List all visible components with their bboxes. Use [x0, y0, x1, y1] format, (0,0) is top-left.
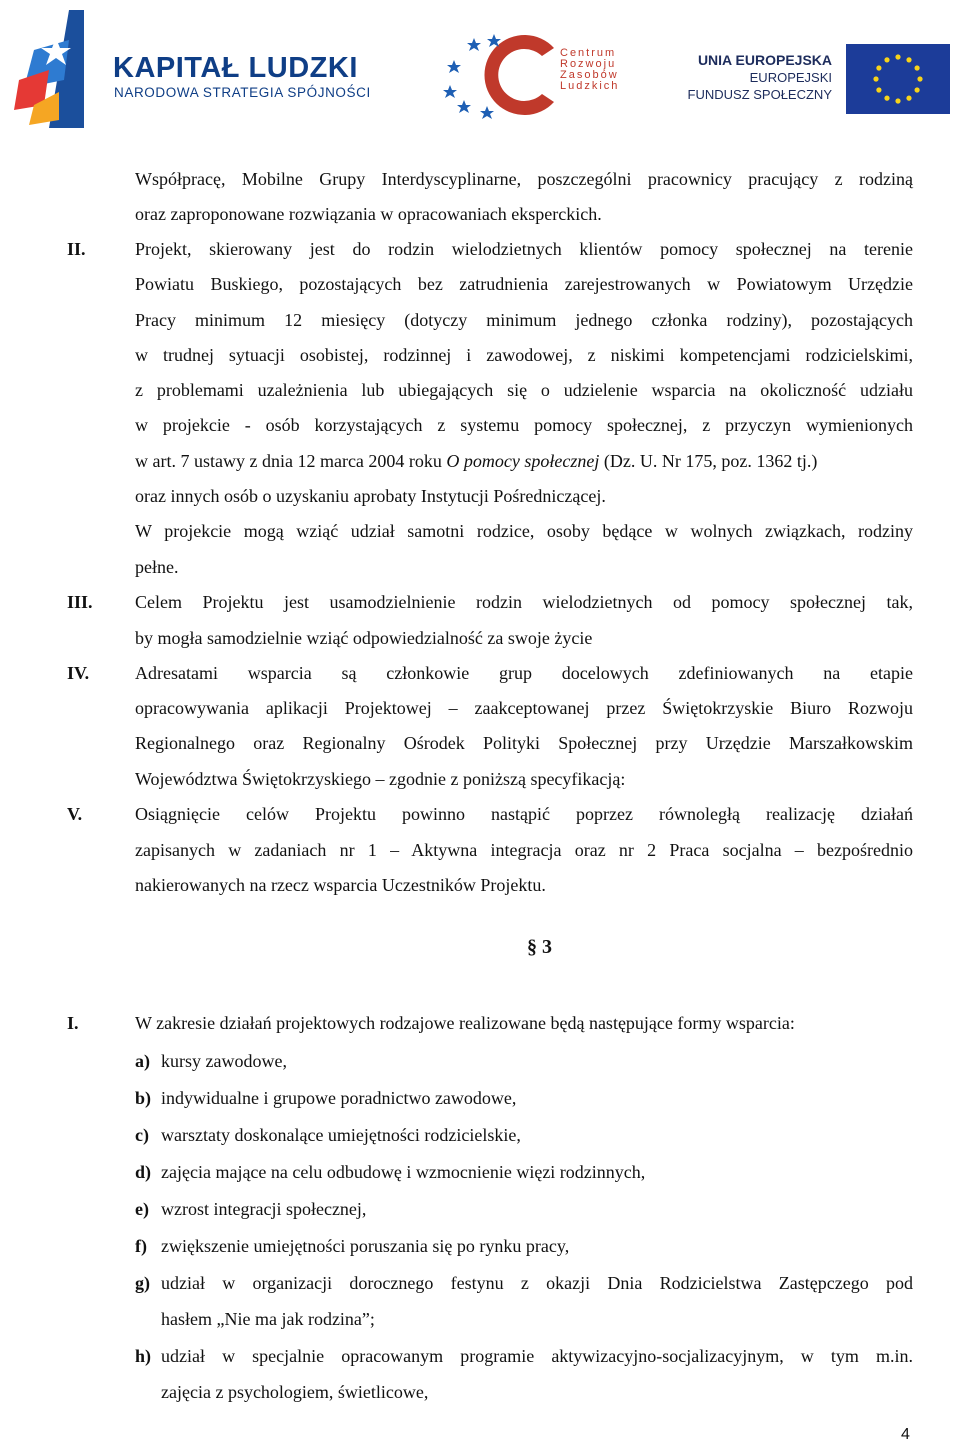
- eu-star-icon: [906, 96, 911, 101]
- eu-line3: FUNDUSZ SPOŁECZNY: [687, 87, 832, 102]
- paragraph-line: z problemami uzależnienia lub ubiegających się o udzielenie wsparcia na okoliczność udziału: [135, 380, 913, 400]
- list-letter: h): [135, 1346, 152, 1366]
- eu-star-icon: [917, 76, 922, 81]
- kapital-ludzki-subtitle: NARODOWA STRATEGIA SPÓJNOŚCI: [114, 85, 371, 100]
- page-header: [0, 0, 960, 135]
- paragraph-line: w trudnej sytuacji osobistej, rodzinnej i zawodowej, z niskimi kompetencjami rodzicielskimi,: [135, 345, 913, 365]
- crzl-line: Ludzkich: [560, 80, 620, 92]
- paragraph-line: Województwa Świętokrzyskiego – zgodnie z poniższą specyfikacją:: [135, 769, 626, 789]
- list-item: udział w organizacji dorocznego festynu z okazji Dnia Rodzicielstwa Zastępczego pod: [161, 1273, 913, 1293]
- eu-star-icon: [915, 65, 920, 70]
- paragraph-line: Adresatami wsparcia są członkowie grup docelowych zdefiniowanych na etapie: [135, 663, 913, 683]
- eu-star-icon: [895, 54, 900, 59]
- eu-star-icon: [876, 87, 881, 92]
- page-number: 4: [901, 1426, 910, 1443]
- paragraph-line: Powiatu Buskiego, pozostających bez zatrudnienia zarejestrowanych w Powiatowym Urzędzie: [135, 274, 913, 294]
- eu-star-icon: [895, 98, 900, 103]
- crzl-logo-text: [560, 48, 640, 92]
- crzl-logo-icon: [442, 30, 560, 120]
- list-letter: d): [135, 1162, 152, 1182]
- paragraph-line: pełne.: [135, 557, 179, 577]
- paragraph-line: Projekt, skierowany jest do rodzin wielodzietnych klientów pomocy społecznej na terenie: [135, 239, 913, 259]
- list-item: kursy zawodowe,: [161, 1051, 287, 1071]
- paragraph-line: W projekcie mogą wziąć udział samotni rodzice, osoby będące w wolnych związkach, rodziny: [135, 521, 913, 541]
- eu-flag-icon: [846, 44, 950, 114]
- paragraph-line: nakierowanych na rzecz wsparcia Uczestników Projektu.: [135, 875, 546, 895]
- list-item-continued: hasłem „Nie ma jak rodzina”;: [161, 1309, 375, 1329]
- kapital-ludzki-logo-icon: [14, 10, 114, 128]
- paragraph-line: opracowywania aplikacji Projektowej – zaakceptowanej przez Świętokrzyskie Biuro Rozwoju: [135, 698, 913, 718]
- eu-line1: UNIA EUROPEJSKA: [697, 52, 832, 68]
- paragraph-number: I.: [67, 1013, 79, 1033]
- kapital-ludzki-title: KAPITAŁ LUDZKI: [113, 52, 358, 84]
- list-letter: a): [135, 1051, 150, 1071]
- list-item: zwiększenie umiejętności poruszania się po rynku pracy,: [161, 1236, 570, 1256]
- paragraph-line: Pracy minimum 12 miesięcy (dotyczy minimum jednego członka rodziny), pozostających: [135, 310, 913, 330]
- list-letter: g): [135, 1273, 150, 1293]
- eu-star-icon: [884, 57, 889, 62]
- list-item: indywidualne i grupowe poradnictwo zawodowe,: [161, 1088, 517, 1108]
- eu-star-icon: [873, 76, 878, 81]
- eu-text: [680, 52, 832, 103]
- section-heading: § 3: [527, 936, 552, 958]
- law-title: O pomocy społecznej: [446, 451, 600, 471]
- paragraph-number: III.: [67, 592, 93, 612]
- law-text-before: w art. 7 ustawy z dnia 12 marca 2004 roku: [135, 451, 447, 471]
- paragraph-line: w projekcie - osób korzystających z systemu pomocy społecznej, z przyczyn wymienionych: [135, 415, 913, 435]
- law-reference-line: [135, 450, 913, 472]
- crzl-line: Centrum: [560, 47, 617, 59]
- list-item: wzrost integracji społecznej,: [161, 1199, 367, 1219]
- paragraph-line: W zakresie działań projektowych rodzajowe realizowane będą następujące formy wsparcia:: [135, 1013, 795, 1033]
- eu-line2: EUROPEJSKI: [749, 70, 832, 85]
- list-item: udział w specjalnie opracowanym programie aktywizacyjno-socjalizacyjnym, w tym m.in.: [161, 1346, 913, 1366]
- paragraph-line: oraz innych osób o uzyskaniu aprobaty Instytucji Pośredniczącej.: [135, 486, 606, 506]
- paragraph-line: Regionalnego oraz Regionalny Ośrodek Polityki Społecznej przy Urzędzie Marszałkowskim: [135, 733, 913, 753]
- list-letter: e): [135, 1199, 149, 1219]
- crzl-line: Zasobów: [560, 69, 619, 81]
- eu-star-icon: [876, 65, 881, 70]
- list-letter: c): [135, 1125, 149, 1145]
- list-item: warsztaty doskonalące umiejętności rodzicielskie,: [161, 1125, 521, 1145]
- list-letter: b): [135, 1088, 152, 1108]
- list-item-continued: zajęcia z psychologiem, świetlicowe,: [161, 1382, 429, 1402]
- paragraph-line: Celem Projektu jest usamodzielnienie rodzin wielodzietnych od pomocy społecznej tak,: [135, 592, 913, 612]
- paragraph-number: II.: [67, 239, 86, 259]
- intro-line: oraz zaproponowane rozwiązania w opracowaniach eksperckich.: [135, 204, 602, 224]
- paragraph-number: V.: [67, 804, 83, 824]
- eu-star-icon: [884, 96, 889, 101]
- crzl-line: Rozwoju: [560, 58, 617, 70]
- paragraph-line: by mogła samodzielnie wziąć odpowiedzialność za swoje życie: [135, 628, 593, 648]
- intro-line: Współpracę, Mobilne Grupy Interdyscyplinarne, poszczególni pracownicy pracujący z rodziną: [135, 169, 913, 189]
- eu-star-icon: [906, 57, 911, 62]
- list-letter: f): [135, 1236, 147, 1256]
- paragraph-line: zapisanych w zadaniach nr 1 – Aktywna integracja oraz nr 2 Praca socjalna – bezpośrednio: [135, 840, 913, 860]
- list-item: zajęcia mające na celu odbudowę i wzmocnienie więzi rodzinnych,: [161, 1162, 646, 1182]
- paragraph-line: Osiągnięcie celów Projektu powinno nastąpić poprzez równoległą realizację działań: [135, 804, 913, 824]
- law-text-after: (Dz. U. Nr 175, poz. 1362 tj.): [599, 451, 818, 471]
- eu-star-icon: [915, 87, 920, 92]
- paragraph-number: IV.: [67, 663, 90, 683]
